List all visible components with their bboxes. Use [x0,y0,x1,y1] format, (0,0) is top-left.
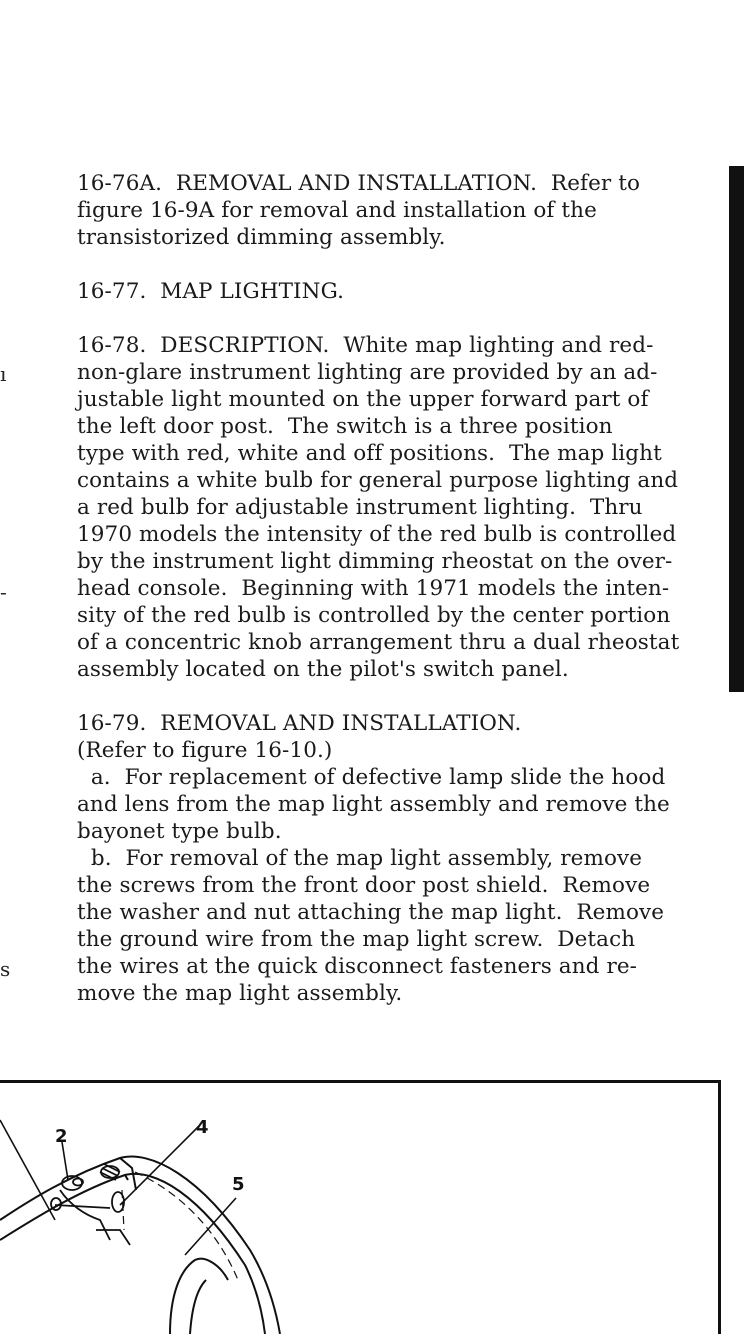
callout-5: 5 [232,1174,245,1195]
section-heading: 16-77. MAP LIGHTING. [77,279,345,304]
text-line [77,251,732,278]
text-line: 16-78. DESCRIPTION. White map lighting and red- [77,333,654,358]
text-line: figure 16-9A for removal and installation of the [77,198,597,223]
text-line: head console. Beginning with 1971 models the inten- [77,576,670,601]
text-line: b. For removal of the map light assembly, remove [77,846,643,871]
text-line [77,683,732,710]
callout-4: 4 [196,1117,209,1138]
text-line: justable light mounted on the upper forward part of [77,387,649,412]
text-line: (Refer to figure 16-10.) [77,738,333,763]
manual-text [77,170,732,1007]
margin-mark-1: ı [0,362,7,386]
text-line: the wires at the quick disconnect fasteners and re- [77,954,638,979]
text-line: a red bulb for adjustable instrument lighting. Thru [77,495,643,520]
text-line: transistorized dimming assembly. [77,225,446,250]
margin-mark-2: - [0,580,7,604]
text-line: the left door post. The switch is a three position [77,414,613,439]
text-line: contains a white bulb for general purpose lighting and [77,468,679,493]
margin-mark-3: s [0,957,11,981]
text-line: the ground wire from the map light screw. Detach [77,927,636,952]
text-line: and lens from the map light assembly and remove the [77,792,670,817]
text-line: bayonet type bulb. [77,819,282,844]
text-line: the screws from the front door post shield. Remove [77,873,651,898]
text-line: sity of the red bulb is controlled by the center portion [77,603,671,628]
section-heading: 16-79. REMOVAL AND INSTALLATION. [77,711,522,736]
text-line: type with red, white and off positions. The map light [77,441,662,466]
text-line: 1970 models the intensity of the red bulb is controlled [77,522,677,547]
text-line: move the map light assembly. [77,981,403,1006]
text-line: the washer and nut attaching the map light. Remove [77,900,665,925]
text-line: by the instrument light dimming rheostat on the over- [77,549,673,574]
text-line: a. For replacement of defective lamp slide the hood [77,765,666,790]
text-line: 16-76A. REMOVAL AND INSTALLATION. Refer to [77,171,640,196]
text-line: of a concentric knob arrangement thru a dual rheostat [77,630,680,655]
callout-2: 2 [55,1126,68,1147]
text-line: non-glare instrument lighting are provided by an ad- [77,360,658,385]
text-line: assembly located on the pilot's switch panel. [77,657,569,682]
text-line [77,305,732,332]
map-light-illustration [0,1080,750,1334]
